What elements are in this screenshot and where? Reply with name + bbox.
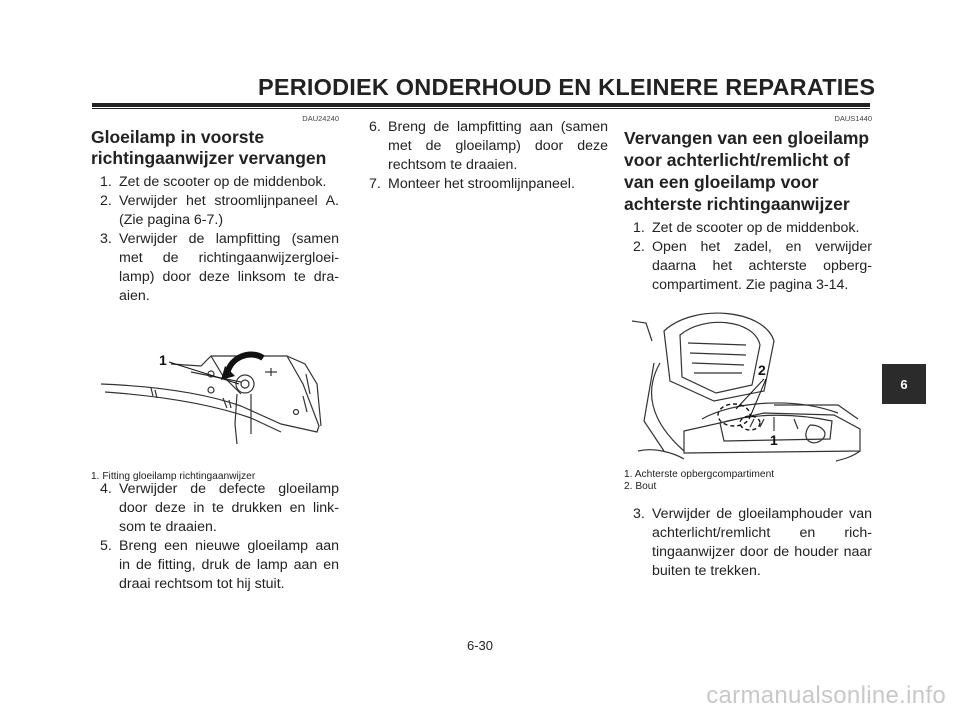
step-item: 2. Open het zadel, en verwijder daarna het achterste opberg- compartiment. Zie pagina 3-14.	[633, 239, 872, 293]
step-item: 4. Verwijder de defecte gloeilamp door deze in te drukken en link- som te draaien.	[100, 481, 339, 535]
watermark: carmanualsonline.info	[706, 682, 946, 709]
column-middle	[360, 118, 608, 194]
steps-list	[91, 173, 339, 306]
chapter-title: PERIODIEK ONDERHOUD EN KLEINERE REPARATIES	[258, 74, 876, 100]
section-code: DAU24240	[302, 114, 339, 123]
steps-list	[624, 505, 872, 581]
figure-caption: 1. Achterste opbergcompartiment	[624, 469, 775, 480]
steps-list	[91, 480, 339, 594]
step-item: 3. Verwijder de gloeilamphouder van achterlicht/remlicht en rich- tingaanwijzer door de houder naar buiten te trekken.	[633, 506, 872, 579]
steps-list	[624, 219, 872, 295]
callout-1: 1	[159, 352, 167, 368]
step-item: 2. Verwijder het stroomlijnpaneel A. (Zie pagina 6-7.)	[100, 193, 339, 228]
figure-rear-compartment	[624, 301, 872, 467]
step-item: 1. Zet de scooter op de middenbok.	[633, 220, 860, 236]
step-item: 3. Verwijder de lampfitting (samen met de richtingaanwijzergloei- lamp) door deze linksom te dra- aien.	[100, 231, 339, 304]
section-heading-front-indicator: Gloeilamp in voorste richtingaanwijzer vervangen	[91, 127, 327, 168]
callout-2: 2	[758, 362, 766, 378]
figure-front-indicator	[91, 314, 339, 482]
callout-1: 1	[770, 432, 778, 448]
header-rule-thin	[92, 108, 870, 109]
front-indicator-illustration	[91, 314, 339, 464]
figure-caption: 2. Bout	[624, 481, 657, 492]
section-heading-rear-light: Vervangen van een gloeilamp voor achterlicht/remlicht of van een gloeilamp voor achterste richtingaanwijzer	[624, 128, 870, 214]
section-code: DAUS1440	[834, 114, 872, 123]
chapter-tab: 6	[882, 364, 926, 404]
figure-caption: 1. Fitting gloeilamp richtingaanwijzer	[91, 471, 256, 482]
column-left	[91, 114, 339, 594]
header-rule	[92, 103, 870, 107]
rear-compartment-illustration	[624, 301, 872, 467]
step-item: 1. Zet de scooter op de middenbok.	[100, 174, 327, 190]
step-item: 7. Monteer het stroomlijnpaneel.	[369, 176, 575, 192]
step-item: 6. Breng de lampfitting aan (samen met de gloeilamp) door deze rechtsom te draaien.	[369, 119, 608, 173]
step-item: 5. Breng een nieuwe gloeilamp aan in de fitting, druk de lamp aan en draai rechtsom tot hij stuit.	[100, 538, 339, 592]
column-right	[624, 114, 872, 581]
page-number: 6-30	[466, 638, 494, 653]
steps-list	[360, 118, 608, 194]
